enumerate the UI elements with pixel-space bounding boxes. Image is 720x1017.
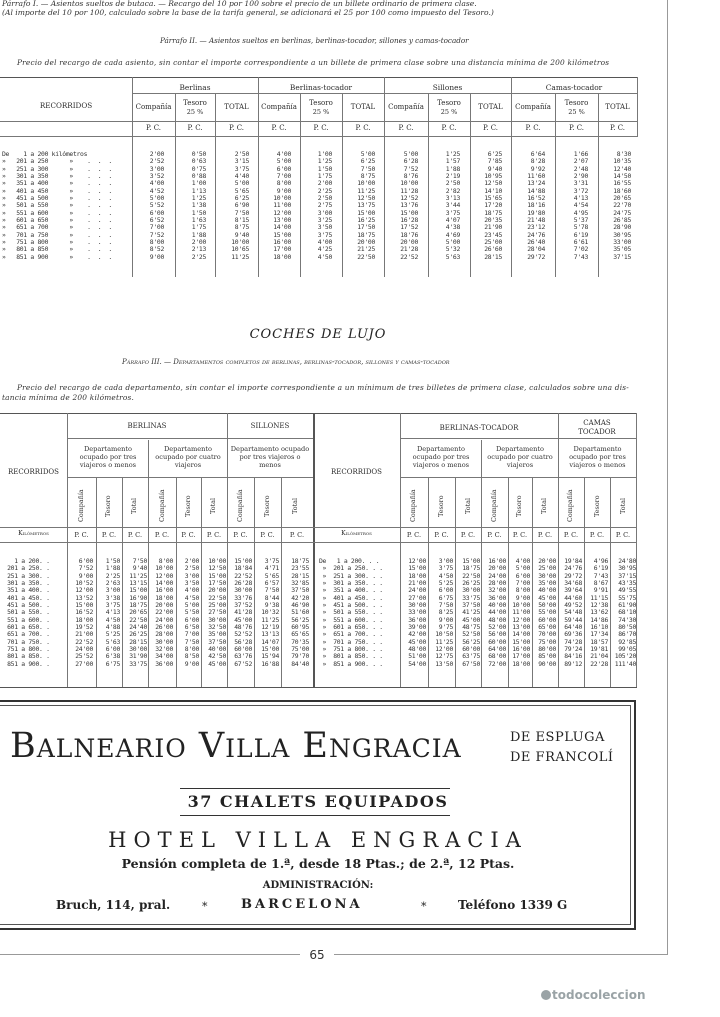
pc-label: P. C. (271, 124, 287, 132)
camas-compania-values: 19'84 24'76 29'72 34'68 39'64 44'60 49'52 54'48 59'44 64'40 69'36 74'28 79'24 84'16 89'12 (564, 557, 582, 668)
watermark (540, 988, 646, 1002)
sillones-total-values: 18'75 23'55 28'15 32'85 37'50 42'20 46'90 51'60 56'25 60'95 65'65 70'35 75'00 79'70 84'40 (291, 557, 309, 668)
subhead-pct: 25 % (312, 108, 330, 116)
group-sillones: Sillones (432, 83, 463, 92)
ad-admin-label: ADMINISTRACIÓN: (262, 880, 374, 891)
pc-label: P. C. (441, 124, 457, 132)
pc-label: P. C. (206, 531, 222, 539)
page-frame-right (667, 0, 668, 955)
pc-label: P. C. (460, 531, 476, 539)
group-sillones: SILLONES (250, 422, 290, 430)
pc-label: P. C. (233, 531, 248, 539)
subhead-compania: Compañía (158, 489, 166, 522)
paragraph-2-heading: Párrafo II. — Asientos sueltos en berlinas, berlinas-tocador, sillones y camas-tocador (160, 36, 469, 45)
subhead-total: Total (464, 497, 472, 514)
pc-label: P. C. (260, 531, 275, 539)
pc-label: P. C. (154, 531, 170, 539)
subhead-pct: 25 % (186, 108, 204, 116)
dep-three-travellers: Departamento ocupado por tres viajeros o menos (569, 445, 626, 469)
camas-total-values: 8'30 10'35 12'40 14'50 16'55 18'60 20'65 22'70 24'75 26'85 28'90 30'95 33'00 35'05 37'15 (613, 150, 631, 261)
dep-three-travellers: Departamento ocupado por tres viajeros o menos (79, 445, 137, 469)
subhead-compania: Compañía (388, 103, 424, 111)
berlinas-tocador-4-tesoro-values: 4'00 5'00 6'00 7'00 8'00 9'00 10'00 11'00 12'00 13'00 14'00 15'00 16'00 17'00 18'00 (512, 557, 530, 668)
pc-label: P. C. (313, 124, 329, 132)
subhead-compania: Compañía (490, 489, 498, 522)
subhead-compania: Compañía (515, 103, 551, 111)
pc-label: P. C. (563, 531, 579, 539)
berlinas-3-compania-values: 6'00 7'52 9'00 10'52 12'00 13'52 15'00 16'52 18'00 19'52 21'00 22'52 24'00 25'52 27'00 (75, 557, 93, 668)
pc-label: P. C. (589, 531, 605, 539)
berlinas-tocador-4-compania-values: 16'00 20'00 24'00 28'00 32'00 36'00 40'00 44'00 48'00 52'00 56'00 60'00 64'00 68'00 72'00 (488, 557, 506, 668)
subhead-tesoro: Tesoro (104, 495, 112, 517)
group-tocador: TOCADOR (578, 428, 616, 436)
pc-label: P. C. (406, 531, 422, 539)
camas-tesoro-values: 1'66 2'07 2'48 2'90 3'31 3'72 4'13 4'54 4'95 5'37 5'78 6'19 6'61 7'02 7'43 (573, 150, 588, 261)
pc-label: P. C. (355, 124, 371, 132)
subhead-compania: Compañía (261, 103, 297, 111)
dep-three-travellers: Departamento ocupado por tres viajeros o menos (230, 445, 310, 469)
ad-star-separator: * (202, 900, 208, 913)
subhead-compania: Compañía (236, 489, 244, 522)
subhead-tesoro: Tesoro (515, 495, 523, 517)
subhead-tesoro: Tesoro (183, 99, 207, 107)
pc-label: P. C. (101, 531, 117, 539)
berlinas-3-total-values: 7'50 9'40 11'25 13'15 15'00 16'90 18'75 20'65 22'50 24'40 26'25 28'15 30'00 31'90 33'75 (129, 557, 147, 668)
pc-label: P. C. (487, 531, 502, 539)
pc-label: P. C. (512, 531, 528, 539)
range-column: De 1 a 200 kilómetros » 201 a 250 » . . . » 251 a 300 » . . . » 301 a 350 » . . . » 351 a 400 » . . . » 401 a 450 » . . . » 451 a 500 » . . . » 501 a 550 » . . . » 551 a 600 » . . . » 601 a 650 » . . . » 651 a 700 » . . . » 701 a 750 » . . . » 751 a 800 » . . . » 801 a 850 » . . . » 851 a 900 » . . . (2, 150, 112, 261)
ad-title: Balneario Villa Engracia (10, 726, 462, 766)
sillones-tesoro-values: 3'75 4'71 5'65 6'57 7'50 8'44 9'38 10'32 11'25 12'19 13'13 14'07 15'00 15'94 16'88 (261, 557, 279, 668)
ad-location-line1: DE ESPLUGA (510, 730, 605, 745)
berlinas-total-values: 2'50 3'15 3'75 4'40 5'00 5'65 6'25 6'90 7'50 8'15 8'75 9'40 10'00 10'65 11'25 (231, 150, 249, 261)
camas-compania-values: 6'64 8'28 9'92 11'60 13'24 14'88 16'52 18'16 19'80 21'48 23'12 24'76 26'40 28'04 29'72 (527, 150, 545, 261)
subhead-pct: 25 % (440, 108, 458, 116)
kilometros-label-right: Kilómetros (341, 530, 372, 537)
ad-city: BARCELONA (241, 897, 363, 912)
paragraph-3-note: Precio del recargo de cada departamento, sin contar el importe correspondiente a un mínimum de tres billetes de primera clase, calculados sobre una dis- (17, 383, 629, 392)
pc-label: P. C. (525, 124, 541, 132)
paragraph-3-heading: Párrafo III. — Departamentos completos de berlinas, berlinas-tocador, sillones y camas-tocador (122, 358, 450, 366)
dep-three-travellers: Departamento ocupado por tres viajeros o menos (412, 445, 470, 469)
ad-chalets: 37 CHALETS EQUIPADOS (187, 792, 449, 811)
watermark-dot-icon (541, 990, 551, 1000)
paragraph-3-note-cont: tancia mínima de 200 kilómetros. (2, 393, 135, 402)
subhead-compania: Compañía (409, 489, 417, 522)
berlinas-compania-values: 2'00 2'52 3'00 3'52 4'00 4'52 5'00 5'52 6'00 6'52 7'00 7'52 8'00 8'52 9'00 (149, 150, 164, 261)
berlinas-tocador-3-tesoro-values: 3'00 3'75 4'50 5'25 6'00 6'75 7'50 8'25 9'00 9'75 10'50 11'25 12'00 12'75 13'50 (435, 557, 453, 668)
group-berlinas: Berlinas (179, 83, 211, 92)
subhead-tesoro: Tesoro (263, 495, 271, 517)
pc-label: P. C. (537, 531, 553, 539)
ad-hotel-name: HOTEL VILLA ENGRACIA (108, 828, 528, 852)
pc-label: P. C. (289, 531, 305, 539)
pc-label: P. C. (127, 531, 143, 539)
subhead-total: TOTAL (605, 103, 630, 111)
recorridos-header: RECORRIDOS (39, 101, 93, 110)
berlinas-tocador-3-compania-values: 12'00 15'00 18'00 21'00 24'00 27'00 30'00 33'00 36'00 39'00 42'00 45'00 48'00 51'00 54'00 (408, 557, 426, 668)
ad-location-line2: DE FRANCOLÍ (510, 750, 614, 765)
range-column-right: De 1 a 200. . . » 201 a 250. . . » 251 a 300. . . » 301 a 350. . . » 351 a 400. . . » 401 a 450. . . » 451 a 500. . . » 501 a 550. . . » 551 a 600. . . » 601 a 650. . . » 651 a 700. . . » 701 a 750. . . » 751 a 800. . . » 801 a 850. . . » 851 a 900. . . (319, 557, 383, 668)
paragraph-1-line: Párrafo I. — Asientos sueltos de butaca. — Recargo del 10 por 100 sobre el precio de un billete ordinario de primera clase. (2, 0, 477, 8)
pc-label: P. C. (74, 531, 89, 539)
berlinas-tesoro-values: 0'50 0'63 0'75 0'88 1'00 1'13 1'25 1'38 1'50 1'63 1'75 1'88 2'00 2'13 2'25 (191, 150, 206, 261)
pc-label: P. C. (398, 124, 414, 132)
kilometros-label-left: Kilómetros (18, 530, 49, 537)
recorridos-header-left: RECORRIDOS (8, 468, 59, 476)
ad-pension: Pensión completa de 1.ª, desde 18 Ptas.; de 2.ª, 12 Ptas. (121, 856, 515, 871)
subhead-total: Total (130, 497, 138, 514)
berlinas-tocador-3-total-values: 15'00 18'75 22'50 26'25 30'00 33'75 37'50 41'25 45'00 48'75 52'50 56'25 60'00 63'75 67'50 (462, 557, 480, 668)
group-berlinas-tocador: BERLINAS-TOCADOR (439, 424, 519, 432)
section-title-coches-de-lujo: COCHES DE LUJO (249, 327, 387, 342)
pc-label: P. C. (482, 124, 499, 132)
watermark-text: todocoleccion (552, 988, 646, 1002)
page-number: 65 (300, 948, 334, 962)
page-frame-bottom (0, 954, 668, 955)
berlinas-tocador-tesoro-values: 1'00 1'25 1'50 1'75 2'00 2'25 2'50 2'75 3'00 3'25 3'50 3'75 4'00 4'25 4'50 (317, 150, 332, 261)
sillones-compania-values: 5'00 6'28 7'52 8'76 10'00 11'28 12'52 13'76 15'00 16'28 17'52 18'76 20'00 21'28 22'52 (400, 150, 418, 261)
subhead-tesoro: Tesoro (309, 99, 333, 107)
ad-address: Bruch, 114, pral. (56, 898, 171, 912)
group-berlinas-tocador: Berlinas-tocador (289, 83, 353, 92)
paragraph-2-note: Precio del recargo de cada asiento, sin contar el importe correspondiente a un billete de primera clase sobre una distancia mínima de 200 kilómetros (17, 58, 610, 67)
pc-label: P. C. (228, 124, 245, 132)
subhead-pct: 25 % (568, 108, 585, 116)
dep-four-travellers: Departamento ocupado por cuatro viajeros (487, 445, 553, 469)
berlinas-tocador-4-total-values: 20'00 25'00 30'00 35'00 40'00 45'00 50'00 55'00 60'00 65'00 70'00 75'00 80'00 85'00 90'00 (538, 557, 556, 668)
berlinas-tocador-compania-values: 4'00 5'00 6'00 7'00 8'00 9'00 10'00 11'00 12'00 13'00 14'00 15'00 16'00 17'00 18'00 (273, 150, 291, 261)
subhead-compania: Compañía (566, 489, 574, 522)
pc-label: P. C. (615, 531, 631, 539)
dep-four-travellers: Departamento ocupado por cuatro viajeros (155, 445, 221, 469)
subhead-tesoro: Tesoro (437, 99, 461, 107)
subhead-total: Total (209, 497, 217, 514)
pc-label: P. C. (187, 124, 203, 132)
subhead-total: Total (291, 497, 299, 514)
berlinas-4-compania-values: 8'00 10'00 12'00 14'00 16'00 18'00 20'00 22'00 24'00 26'00 28'00 30'00 32'00 34'00 36'00 (155, 557, 173, 668)
group-berlinas: BERLINAS (127, 422, 167, 430)
berlinas-4-tesoro-values: 2'00 2'50 3'00 3'50 4'00 4'50 5'00 5'50 6'00 6'50 7'00 7'50 8'00 8'50 9'00 (184, 557, 199, 668)
berlinas-tocador-total-values: 5'00 6'25 7'50 8'75 10'00 11'25 12'50 13'75 15'00 16'25 17'50 18'75 20'00 21'25 22'50 (357, 150, 375, 261)
paragraph-1-note: (Al importe del 10 por 100, calculado sobre la base de la tarifa general, se adicionará el 25 por 100 como impuesto del Tesoro.) (2, 8, 494, 17)
camas-tesoro-values: 4'96 6'19 7'43 8'67 9'91 11'15 12'38 13'62 14'86 16'10 17'34 18'57 19'81 21'04 22'28 (590, 557, 608, 668)
pc-label: P. C. (434, 531, 449, 539)
sillones-total-values: 6'25 7'85 9'40 10'95 12'50 14'10 15'65 17'20 18'75 20'35 21'90 23'45 25'00 26'60 28'15 (484, 150, 502, 261)
pc-label: P. C. (181, 531, 196, 539)
berlinas-4-total-values: 10'00 12'50 15'00 17'50 20'00 22'50 25'00 27'50 30'00 32'50 35'00 37'50 40'00 42'50 45'00 (208, 557, 226, 668)
pc-label: P. C. (609, 124, 626, 132)
subhead-total: Total (619, 497, 627, 514)
subhead-compania: Compañía (77, 489, 85, 522)
subhead-total: TOTAL (478, 103, 503, 111)
recorridos-header-right: RECORRIDOS (331, 468, 382, 476)
group-camas-tocador: Camas-tocador (545, 83, 603, 92)
subhead-tesoro: Tesoro (184, 495, 192, 517)
subhead-tesoro: Tesoro (564, 99, 589, 107)
sillones-compania-values: 15'00 18'84 22'52 26'28 30'00 33'76 37'52 41'28 45'00 48'76 52'52 56'28 60'00 63'76 67'52 (234, 557, 252, 668)
berlinas-3-tesoro-values: 1'50 1'88 2'25 2'63 3'00 3'38 3'75 4'13 4'50 4'88 5'25 5'63 6'00 6'38 6'75 (105, 557, 120, 668)
subhead-total: TOTAL (350, 103, 376, 111)
camas-total-values: 24'80 30'95 37'15 43'35 49'55 55'75 61'90 68'10 74'30 80'50 86'70 92'85 99'05 105'20 111'40 (614, 557, 636, 668)
subhead-tesoro: Tesoro (593, 495, 601, 517)
pc-label: P. C. (145, 124, 162, 132)
group-camas: CAMAS (583, 419, 611, 427)
subhead-total: TOTAL (224, 103, 249, 111)
pc-label: P. C. (568, 124, 585, 132)
sillones-tesoro-values: 1'25 1'57 1'88 2'19 2'50 2'82 3'13 3'44 3'75 4'07 4'38 4'69 5'00 5'32 5'63 (445, 150, 460, 261)
ad-star-separator: * (421, 900, 427, 913)
range-column-left: 1 a 200. . 201 a 250. . 251 a 300. . 301 a 350. . 351 a 400. . 401 a 450. . 451 a 500. . 501 a 550. . 551 a 600. . 601 a 650. . 651 a 700. . 701 a 750. . 751 a 800. . 801 a 850. . 851 a 900. . (7, 557, 50, 668)
ad-phone: Teléfono 1339 G (458, 898, 568, 912)
subhead-tesoro: Tesoro (437, 495, 445, 517)
subhead-compania: Compañía (135, 103, 172, 111)
subhead-total: Total (540, 497, 548, 514)
